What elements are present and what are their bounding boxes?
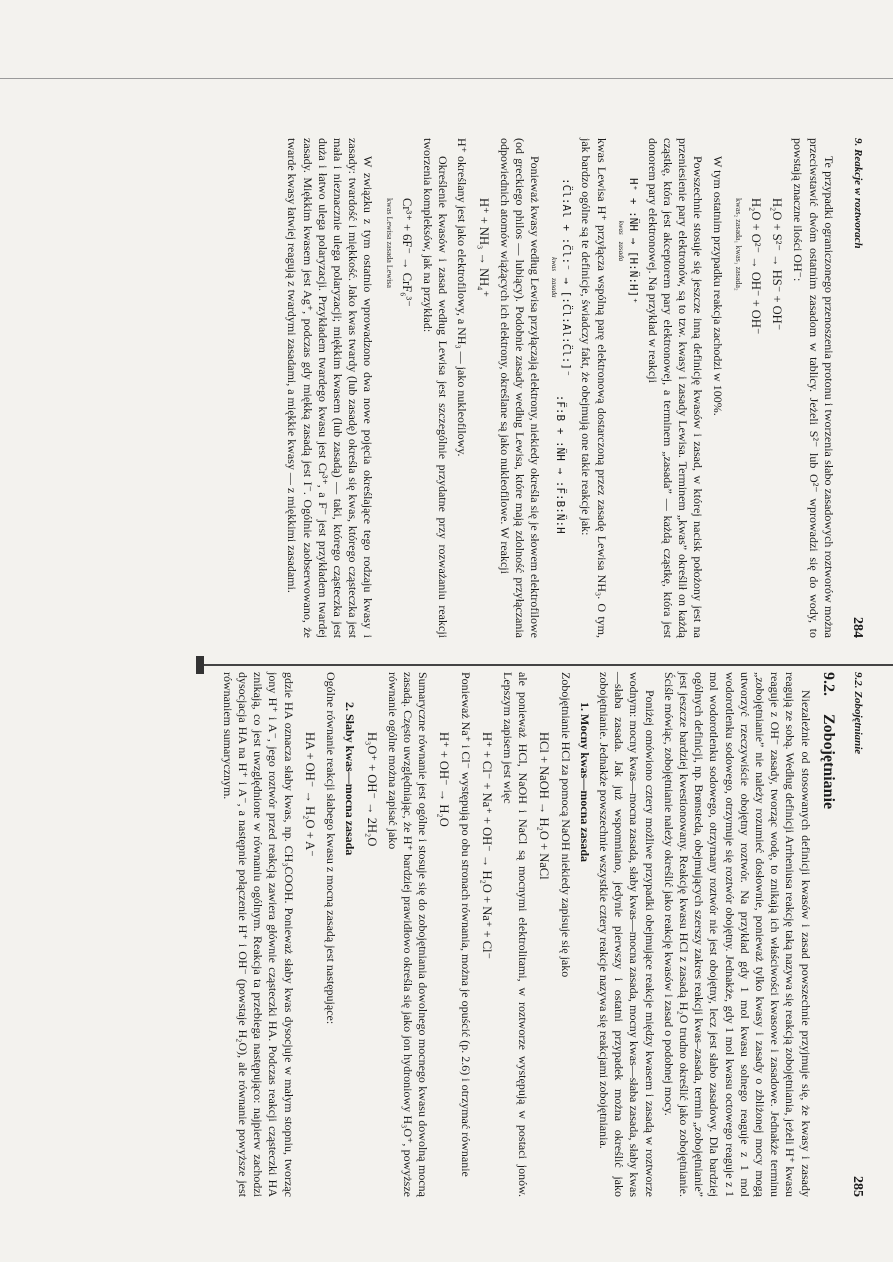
page-284 bbox=[135, 138, 865, 638]
paragraph: H⁺ określany jest jako elektrofilowy, a NH₃ — jako nukleofilowy. bbox=[455, 138, 470, 457]
section-title bbox=[821, 672, 836, 1197]
paragraph: Określenie kwasów i zasad według Lewisa jest szczególnie przydatne przy rozważaniu reakcji tworzenia kompleksów, jak na przykład: bbox=[420, 138, 451, 638]
equation: H₂O + S²⁻ → HS⁻ + OH⁻ bbox=[770, 198, 785, 331]
section-number: 9.2. bbox=[819, 672, 837, 696]
paragraph: Powszechnie stosuje się jeszcze inną definicję kwasów i zasad, w której nacisk położony jest na przeniesienie pary elektronów, są to tzw. kwasy i zasady Lewisa. Terminem „kwas” określił on każdą cząstkę, która jest akceptorem pary elektronowej, a terminem „zasada” — każdą cząstkę, która jest donorem pary elektronowej. Na przykład w reakcji bbox=[645, 138, 706, 638]
section-title-text: Zobojętnianie bbox=[819, 714, 837, 810]
equation: Cr³⁺ + 6F⁻ → CrF₆³⁻ bbox=[399, 198, 414, 307]
paragraph: Ponieważ Na⁺ i Cl⁻ występują po obu stronach równania, można je opuścić (p. 2.6) i otrzymać równanie bbox=[458, 672, 473, 1177]
paragraph: Sumaryczne równanie jest ogólne i stosuje się do zobojętniania dowolnego mocnego kwasu dowolną mocną zasadą. Często uwzględniając, że H⁺ bardziej prawidłowo określa się jako jon hydroniowy H₃O⁺, powyższe równanie ogólne można zapisać jako bbox=[385, 672, 431, 1197]
paragraph: Niezależnie od stosowanych definicji kwasów i zasad powszechnie przyjmuje się, że kwasy i zasady reagują ze sobą. Według definicji Arrheniusa reakcję taką nazywa się reakcją zobojętniania, jeżeli H⁺ kwasu reaguje z OH⁻ zasady, tworząc wodę, to znikają ich właściwości kwasowe i zasadowe. Jednakże terminu „zobojętnianie” nie należy rozumieć dosłownie, ponieważ tylko kwasy i zasady o zbliżonej mocy mogą utworzyć rzeczywiście obojętny roztwór. Na przykład gdy 1 mol kwasu solnego reaguje z 1 mol wodorotlenku sodowego, otrzymuje się roztwór obojętny. Jednakże, gdy 1 mol kwasu octowego reaguje z 1 mol wodorotlenku sodowego, otrzymany roztwór nie jest obojętny, lecz jest słabo zasadowy. Dla bardziej ogólnych definicji, np. Brønsteda, obejmujących szerszy zakres reakcji kwas–zasada, termin „zobojętnianie” jest jeszcze bardziej kwestionowany. Reakcję kwasu HCl z zasadą H₂O trudno określić jako zobojętnianie. Ściśle mówiąc, zobojętnianie należy określić jako reakcję kwasów i zasad o podobnej mocy. bbox=[661, 672, 813, 1197]
lewis-structure-row bbox=[548, 138, 572, 638]
paragraph: W tym ostatnim przypadku reakcja zachodzi w 100%. bbox=[710, 156, 725, 416]
header-title: 9. Reakcje w roztworach bbox=[852, 138, 864, 249]
paragraph: kwas Lewisa H⁺ przyłącza wspólną parę elektronową dostarczoną przez zasadę Lewisa NH₃. O tym, jak bardzo ogólne są te definicje, świadczy fakt, że obejmują one takie reakcje jak: bbox=[579, 138, 609, 638]
subheading: 2. Słaby kwas—mocna zasada bbox=[343, 702, 358, 856]
scan-edge-line bbox=[0, 78, 893, 79]
paragraph: ale ponieważ HCl, NaOH i NaCl są mocnymi elektrolitami, w roztworze występują w postaci jonów. Lepszym zapisem jest więc bbox=[500, 672, 531, 1197]
paragraph: gdzie HA oznacza słaby kwas, np. CH₃COOH. Ponieważ słaby kwas dysocjuje w małym stopniu, tworząc jony H⁺ i A⁻, jego roztwór przed reakcją zawiera głównie cząsteczki HA. Podczas reakcji cząsteczki HA znikają, co jest uwzględnione w równaniu ogólnym. Reakcja ta przebiega następująco: najpierw zachodzi dysocjacja HA na H⁺ i A⁻, a następnie połączenie H⁺ i OH⁻ (powstaje H₂O), ale równanie powyższe jest równaniem sumarycznym. bbox=[220, 672, 296, 1197]
lewis-structure: :C̈l:Al + :C̈l:⁻ → [:C̈l:Al:C̈l:]⁻ kwas zasada bbox=[550, 178, 574, 377]
equation: H₃O⁺ + OH⁻ → 2H₂O bbox=[364, 732, 379, 847]
subheading: 1. Mocny kwas—mocna zasada bbox=[577, 702, 592, 863]
paragraph: Ogólne równanie reakcji słabego kwasu z mocną zasadą jest następujące: bbox=[324, 672, 339, 1025]
page-number: 285 bbox=[850, 1176, 865, 1197]
equation-labels: kwas Lewisa zasada Lewisa bbox=[384, 198, 394, 288]
header-title: 9.2. Zobojętnianie bbox=[852, 672, 864, 755]
equation: H⁺ + NH₃ → NH₄⁺ bbox=[476, 198, 491, 298]
page-fold-line bbox=[200, 664, 893, 666]
equation: H⁺ + Cl⁻ + Na⁺ + OH⁻ → H₂O + Na⁺ + Cl⁻ bbox=[479, 732, 494, 960]
equation: HA + OH⁻ → H₂O + A⁻ bbox=[302, 732, 317, 857]
lewis-structure-row bbox=[615, 138, 639, 638]
page-285 bbox=[135, 672, 865, 1197]
paragraph: Ponieważ kwasy według Lewisa przyłączają elektrony, niekiedy określa się je słowem elektrofilowe (od greckiego philos — lubiący). Podobnie zasady według Lewisa, które mają zdolność przyłączania odpowiednich atomów wiążących ich elektrony, określane są jako nukleofilowe. W reakcji bbox=[497, 138, 543, 638]
paragraph: Zobojętnianie HCl za pomocą NaOH niekiedy zapisuje się jako bbox=[558, 672, 573, 978]
running-head bbox=[850, 672, 865, 1197]
equation: H⁺ + OH⁻ → H₂O bbox=[437, 732, 452, 827]
paragraph: Poniżej omówiono cztery możliwe przypadki obejmujące reakcje między kwasem i zasadą w roztworze wodnym: mocny kwas—mocna zasada, słaby kwas—mocna zasada, mocny kwas—słaba zasada, słaby kwas—słaba zasada. Jak już wspomniano, jedynie pierwszy i ostatni przypadek można określić jako zobojętnianie. Jednakże powszechnie wszystkie cztery reakcje nazywa się reakcjami zobojętniania. bbox=[596, 672, 657, 1197]
lewis-structure: H⁺ + :N̈H → [H:N̈:H]⁺ kwas zasada bbox=[616, 178, 640, 304]
lewis-structure: :F̈:B + :N̈H → :F̈:B:N̈:H bbox=[554, 394, 568, 534]
equation-labels: kwas₂ zasada₁ kwas₁ zasada₂ bbox=[733, 198, 743, 291]
page-number: 284 bbox=[850, 617, 865, 638]
paragraph: W związku z tym ostatnio wprowadzono dwa nowe pojęcia określające tego rodzaju kwasy i zasady: twardość i miękkość. Jako kwas twardy (lub zasadę) określa się kwas, którego cząsteczka jest mała i nieznacznie ulega polaryzacji; miękkim kwasem (lub zasadą) — taki, którego cząsteczka jest duża i łatwo ulega polaryzacji. Przykładem twardego kwasu jest Cr³⁺, a F⁻ jest przykładem twardej zasady. Miękkim kwasem jest Ag⁺, podczas gdy miękką zasadą jest I⁻. Ogólnie zaobserwowano, że twarde kwasy łatwiej reagują z twardymi zasadami, a miękkie kwasy — z miękkimi zasadami. bbox=[285, 138, 376, 638]
running-head bbox=[850, 138, 865, 638]
equation: HCl + NaOH → H₂O + NaCl bbox=[537, 732, 552, 880]
equation: H₂O + O²⁻ → OH⁻ + OH⁻ bbox=[748, 198, 763, 335]
paragraph: Te przypadki ograniczonego przenoszenia protonu i tworzenia słabo zasadowych roztworów można przeciwstawić dwóm ostatnim zasadom w tablicy. Jeżeli S²⁻ lub O²⁻ wprowadzi się do wody, to powstają znaczne ilości OH⁻: bbox=[791, 138, 836, 638]
